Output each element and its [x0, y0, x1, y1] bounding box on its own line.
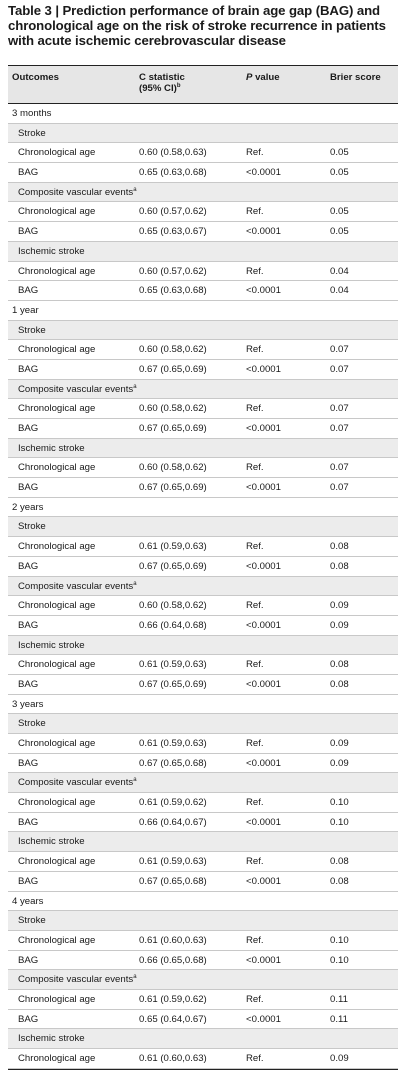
brier-score-cell: 0.05: [330, 226, 349, 238]
c-statistic-cell: 0.61 (0.59,0.63): [139, 738, 207, 749]
brier-score-cell: 0.07: [330, 462, 349, 474]
brier-score-cell: 0.09: [330, 600, 349, 612]
brier-score-cell: 0.10: [330, 934, 349, 946]
table-row: [8, 852, 398, 872]
outcome-label-text: Stroke: [18, 718, 46, 730]
predictor-cell: Chronological age: [18, 462, 96, 474]
outcome-row: [8, 970, 398, 990]
brier-score-cell: 0.10: [330, 816, 349, 828]
p-value-cell: <0.0001: [246, 678, 281, 690]
predictor-cell: Chronological age: [18, 600, 96, 612]
brier-score-cell: 0.08: [330, 856, 349, 868]
p-value-cell: Ref.: [246, 541, 264, 553]
outcome-label-text: Ischemic stroke: [18, 245, 85, 257]
brier-score-cell: 0.11: [330, 1013, 348, 1025]
p-value-cell: <0.0001: [246, 1013, 281, 1025]
brier-score-cell: 0.05: [330, 147, 349, 159]
p-value-cell: Ref.: [246, 856, 264, 868]
outcome-row: [8, 517, 398, 537]
c-statistic-cell: 0.67 (0.65,0.69): [139, 678, 207, 690]
predictor-cell: BAG: [18, 875, 39, 887]
p-value-cell: <0.0001: [246, 816, 281, 828]
brier-score-cell: 0.04: [330, 265, 349, 277]
p-value-cell: Ref.: [246, 934, 264, 946]
table-body: [8, 104, 398, 1070]
period-label: 3 years: [12, 698, 44, 710]
header-p-word: value: [255, 72, 280, 83]
outcome-row: [8, 439, 398, 459]
outcome-row: [8, 380, 398, 400]
p-value-cell: Ref.: [246, 738, 264, 749]
period-row: [8, 892, 398, 912]
predictor-cell: Chronological age: [18, 206, 96, 218]
c-statistic-cell: 0.61 (0.60,0.63): [139, 1053, 207, 1064]
predictor-cell: BAG: [18, 363, 39, 375]
outcome-row: [8, 636, 398, 656]
header-c-statistic-line2: (95% CI): [139, 83, 177, 94]
predictor-cell: Chronological age: [18, 147, 96, 159]
c-statistic-cell: 0.67 (0.65,0.69): [139, 560, 207, 572]
c-statistic-cell: 0.67 (0.65,0.69): [139, 423, 207, 434]
p-value-cell: <0.0001: [246, 619, 281, 631]
header-brier-score: Brier score: [330, 72, 381, 83]
brier-score-cell: 0.04: [330, 285, 349, 297]
outcome-row: [8, 773, 398, 793]
header-c-statistic-sup: b: [176, 82, 181, 89]
outcome-label: [18, 836, 85, 847]
c-statistic-cell: 0.65 (0.63,0.67): [139, 226, 207, 238]
brier-score-cell: 0.09: [330, 738, 349, 749]
outcome-row: [8, 321, 398, 341]
period-label: 4 years: [12, 895, 44, 907]
table-row: [8, 340, 398, 360]
brier-score-cell: 0.10: [330, 797, 349, 809]
c-statistic-cell: 0.60 (0.58,0.62): [139, 462, 207, 474]
outcome-label: [18, 1033, 85, 1044]
predictor-cell: Chronological age: [18, 738, 96, 749]
table-row: [8, 360, 398, 380]
brier-score-cell: 0.10: [330, 954, 349, 966]
p-value-cell: <0.0001: [246, 226, 281, 238]
predictor-cell: Chronological age: [18, 403, 96, 415]
outcome-label: [18, 443, 85, 454]
c-statistic-cell: 0.61 (0.59,0.62): [139, 797, 207, 809]
c-statistic-cell: 0.61 (0.60,0.63): [139, 934, 207, 946]
period-row: [8, 498, 398, 518]
c-statistic-cell: 0.67 (0.65,0.68): [139, 757, 207, 769]
table-row: [8, 872, 398, 892]
p-value-cell: Ref.: [246, 659, 264, 671]
c-statistic-cell: 0.60 (0.58,0.63): [139, 147, 207, 159]
p-value-cell: <0.0001: [246, 285, 281, 297]
period-label: 1 year: [12, 304, 39, 316]
table-row: [8, 793, 398, 813]
outcome-row: [8, 832, 398, 852]
table-title: Table 3 | Prediction performance of brain age gap (BAG) and chronological age on the risk of stroke recurrence in patients with acute ischemic cerebrovascular disease: [8, 3, 386, 48]
outcome-label-text: Stroke: [18, 521, 46, 533]
c-statistic-cell: 0.65 (0.64,0.67): [139, 1013, 207, 1025]
brier-score-cell: 0.07: [330, 363, 349, 375]
outcome-label-text: Composite vascular events: [18, 186, 134, 198]
outcome-row: [8, 183, 398, 203]
results-table: [8, 65, 398, 1070]
table-row: [8, 990, 398, 1010]
brier-score-cell: 0.05: [330, 206, 349, 218]
predictor-cell: BAG: [18, 816, 39, 828]
outcome-label: [18, 246, 85, 257]
p-value-cell: Ref.: [246, 1053, 264, 1064]
brier-score-cell: 0.07: [330, 403, 349, 415]
table-row: [8, 281, 398, 301]
p-value-cell: <0.0001: [246, 482, 281, 494]
table-row: [8, 458, 398, 478]
predictor-cell: BAG: [18, 954, 39, 966]
p-value-cell: Ref.: [246, 403, 264, 415]
predictor-cell: BAG: [18, 226, 39, 238]
c-statistic-cell: 0.60 (0.57,0.62): [139, 206, 207, 218]
table-row: [8, 557, 398, 577]
outcome-label-text: Composite vascular events: [18, 580, 134, 592]
c-statistic-cell: 0.67 (0.65,0.69): [139, 482, 207, 494]
c-statistic-cell: 0.65 (0.63,0.68): [139, 285, 207, 297]
table-row: [8, 202, 398, 222]
outcome-row: [8, 242, 398, 262]
c-statistic-cell: 0.66 (0.65,0.68): [139, 954, 207, 966]
table-row: [8, 222, 398, 242]
outcome-row: [8, 577, 398, 597]
table-row: [8, 399, 398, 419]
period-label: 2 years: [12, 501, 44, 513]
p-value-cell: <0.0001: [246, 560, 281, 572]
outcome-label-text: Stroke: [18, 915, 46, 927]
table-header: [8, 65, 398, 104]
table-row: [8, 537, 398, 557]
header-c-statistic-line1: C statistic: [139, 72, 185, 83]
c-statistic-cell: 0.67 (0.65,0.69): [139, 363, 207, 375]
c-statistic-cell: 0.60 (0.58,0.62): [139, 344, 207, 356]
table-row: [8, 931, 398, 951]
predictor-cell: BAG: [18, 285, 39, 297]
predictor-cell: BAG: [18, 678, 39, 690]
predictor-cell: Chronological age: [18, 993, 96, 1005]
brier-score-cell: 0.11: [330, 993, 348, 1005]
outcome-label: [18, 521, 46, 532]
outcome-row: [8, 1029, 398, 1049]
brier-score-cell: 0.08: [330, 560, 349, 572]
predictor-cell: Chronological age: [18, 659, 96, 671]
brier-score-cell: 0.07: [330, 423, 349, 434]
outcome-label-text: Stroke: [18, 127, 46, 139]
predictor-cell: Chronological age: [18, 541, 96, 553]
outcome-label: [18, 581, 137, 592]
outcome-label-text: Ischemic stroke: [18, 1033, 85, 1045]
outcome-label-text: Ischemic stroke: [18, 639, 85, 651]
p-value-cell: Ref.: [246, 600, 264, 612]
c-statistic-cell: 0.66 (0.64,0.68): [139, 619, 207, 631]
predictor-cell: BAG: [18, 1013, 39, 1025]
predictor-cell: BAG: [18, 482, 39, 494]
c-statistic-cell: 0.61 (0.59,0.62): [139, 993, 207, 1005]
predictor-cell: Chronological age: [18, 1053, 96, 1064]
brier-score-cell: 0.09: [330, 619, 349, 631]
c-statistic-cell: 0.67 (0.65,0.68): [139, 875, 207, 887]
table-row: [8, 478, 398, 498]
table-row: [8, 655, 398, 675]
table-row: [8, 1010, 398, 1030]
period-row: [8, 104, 398, 124]
p-value-cell: Ref.: [246, 797, 264, 809]
header-p-value: [246, 72, 280, 83]
period-row: [8, 301, 398, 321]
table-row: [8, 734, 398, 754]
c-statistic-cell: 0.65 (0.63,0.68): [139, 167, 207, 179]
brier-score-cell: 0.09: [330, 1053, 349, 1064]
p-value-cell: Ref.: [246, 147, 264, 159]
brier-score-cell: 0.08: [330, 541, 349, 553]
header-outcomes: Outcomes: [12, 72, 59, 83]
p-value-cell: <0.0001: [246, 167, 281, 179]
table-row: [8, 951, 398, 971]
brier-score-cell: 0.07: [330, 344, 349, 356]
p-value-cell: <0.0001: [246, 757, 281, 769]
predictor-cell: BAG: [18, 423, 39, 434]
outcome-label-text: Composite vascular events: [18, 777, 134, 789]
c-statistic-cell: 0.61 (0.59,0.63): [139, 659, 207, 671]
p-value-cell: Ref.: [246, 993, 264, 1005]
table-row: [8, 675, 398, 695]
outcome-row: [8, 124, 398, 144]
footnote-marker: a: [133, 580, 137, 587]
outcome-label: [18, 974, 137, 985]
p-value-cell: Ref.: [246, 265, 264, 277]
predictor-cell: BAG: [18, 619, 39, 631]
predictor-cell: BAG: [18, 757, 39, 769]
outcome-label: [18, 718, 46, 729]
c-statistic-cell: 0.61 (0.59,0.63): [139, 856, 207, 868]
predictor-cell: Chronological age: [18, 265, 96, 277]
footnote-marker: a: [133, 383, 137, 390]
header-c-statistic: [139, 72, 185, 94]
c-statistic-cell: 0.60 (0.58,0.62): [139, 403, 207, 415]
c-statistic-cell: 0.61 (0.59,0.63): [139, 541, 207, 553]
period-label: 3 months: [12, 108, 52, 119]
outcome-label: [18, 777, 137, 788]
table-row: [8, 419, 398, 439]
table-row: [8, 143, 398, 163]
outcome-row: [8, 911, 398, 931]
table-row: [8, 813, 398, 833]
table-row: [8, 616, 398, 636]
outcome-label-text: Ischemic stroke: [18, 442, 85, 454]
brier-score-cell: 0.07: [330, 482, 349, 494]
outcome-label-text: Composite vascular events: [18, 974, 134, 986]
c-statistic-cell: 0.60 (0.58,0.62): [139, 600, 207, 612]
outcome-label-text: Stroke: [18, 324, 46, 336]
outcome-label: [18, 128, 46, 139]
predictor-cell: Chronological age: [18, 344, 96, 356]
brier-score-cell: 0.08: [330, 659, 349, 671]
predictor-cell: BAG: [18, 560, 39, 572]
predictor-cell: Chronological age: [18, 856, 96, 868]
predictor-cell: BAG: [18, 167, 39, 179]
footnote-marker: a: [133, 974, 137, 981]
outcome-label: [18, 915, 46, 926]
p-value-cell: Ref.: [246, 206, 264, 218]
predictor-cell: Chronological age: [18, 797, 96, 809]
p-value-cell: <0.0001: [246, 954, 281, 966]
outcome-label-text: Composite vascular events: [18, 383, 134, 395]
footnote-marker: a: [133, 777, 137, 784]
table-row: [8, 754, 398, 774]
outcome-label: [18, 640, 85, 651]
c-statistic-cell: 0.60 (0.57,0.62): [139, 265, 207, 277]
p-value-cell: <0.0001: [246, 875, 281, 887]
brier-score-cell: 0.09: [330, 757, 349, 769]
p-value-cell: Ref.: [246, 344, 264, 356]
table-row: [8, 1049, 398, 1069]
period-row: [8, 695, 398, 715]
p-value-cell: <0.0001: [246, 423, 281, 434]
brier-score-cell: 0.08: [330, 678, 349, 690]
outcome-label-text: Ischemic stroke: [18, 836, 85, 848]
p-value-cell: Ref.: [246, 462, 264, 474]
table-row: [8, 262, 398, 282]
outcome-label: [18, 384, 137, 395]
p-value-cell: <0.0001: [246, 363, 281, 375]
predictor-cell: Chronological age: [18, 934, 96, 946]
outcome-label: [18, 325, 46, 336]
table-row: [8, 596, 398, 616]
footnote-marker: a: [133, 186, 137, 193]
brier-score-cell: 0.08: [330, 875, 349, 887]
outcome-row: [8, 714, 398, 734]
c-statistic-cell: 0.66 (0.64,0.67): [139, 816, 207, 828]
brier-score-cell: 0.05: [330, 167, 349, 179]
outcome-label: [18, 187, 137, 198]
header-p-letter: P: [246, 72, 253, 83]
table-row: [8, 163, 398, 183]
